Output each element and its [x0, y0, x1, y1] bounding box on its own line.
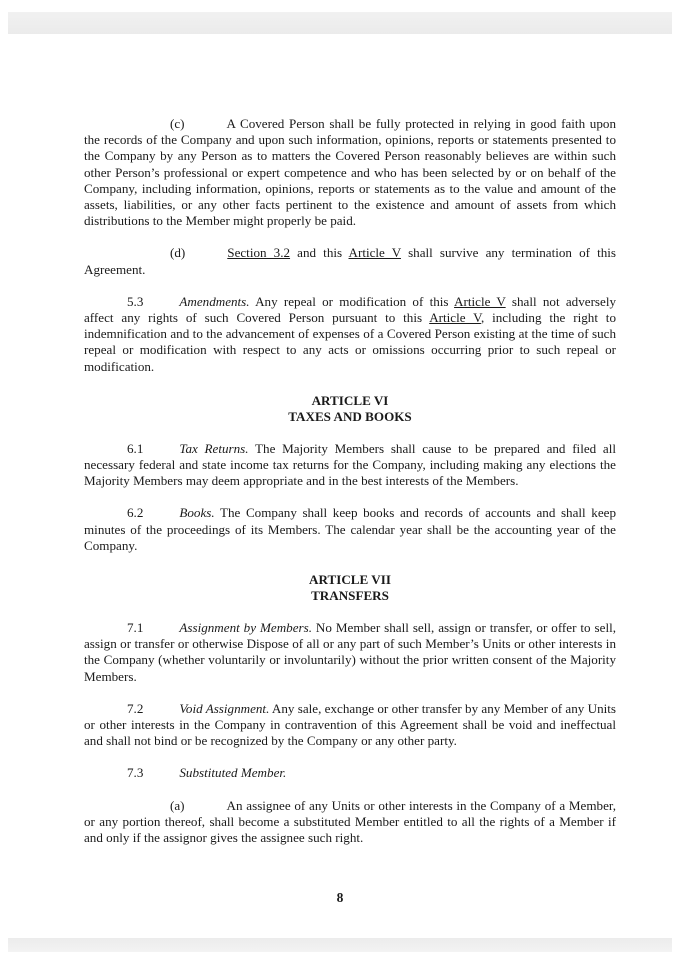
document-page — [84, 116, 616, 846]
article-title: TRANSFERS — [311, 588, 389, 604]
section-number: 5.3 — [127, 293, 144, 309]
section-reference: Section 3.2 — [227, 245, 291, 261]
article-number: ARTICLE VI — [311, 392, 389, 408]
article-reference: Article V — [454, 293, 506, 309]
section-title: Tax Returns. — [179, 440, 249, 456]
clause-text: A Covered Person shall be fully protected in relying in good faith upon the records of the Company and upon such information, opinions, reports or statements presented to the Company by any Person as to matters the Covered Person reasonably believes are within such other Person’s professional or expert competence and who has been selected by or on behalf of the Company, including information, opinions, reports or statements as to the value and amount of the assets, liabilities, or any other facts pertinent to the existence and amount of assets from which distributions to the Member might properly be paid. — [84, 116, 616, 229]
paragraph-5-2-d: (d) Section 3.2 and this Article V shall survive any termination of this Agreement. — [84, 245, 617, 277]
section-5-3: 5.3 Amendments. Any repeal or modification of this Article V shall not adversely affect any rights of such Covered Person pursuant to this Article V, including the right to indemnification and to the advancement of expenses of a Covered Person existing at the time of such repeal or modification with respect to any acts or omissions occurring prior to such repeal or modification. — [84, 293, 617, 374]
section-7-1: 7.1 Assignment by Members. No Member shall sell, assign or transfer, or offer to sell, assign or transfer or otherwise Dispose of all or any part of such Member’s Units or other interests in the Company (whether voluntarily or involuntarily) without the prior written consent of the Majority Members. — [84, 620, 616, 684]
scan-edge-bottom — [8, 938, 672, 952]
article-reference: Article V — [429, 310, 481, 326]
article-vi-heading — [84, 393, 616, 425]
section-title: Substituted Member. — [179, 765, 287, 781]
section-number: 7.2 — [127, 700, 144, 716]
section-7-3 — [84, 765, 616, 781]
scan-edge-top — [8, 12, 672, 34]
clause-label: (c) — [170, 116, 185, 131]
article-title: TAXES AND BOOKS — [288, 408, 412, 424]
section-7-2: 7.2 Void Assignment. Any sale, exchange or other transfer by any Member of any Units or other interests in the Company in contravention of this Agreement shall be void and ineffectual and shall not bind or be recognized by the Company or any other party. — [84, 700, 617, 749]
clause-text: An assignee of any Units or other interests in the Company of a Member, or any portion thereof, shall become a substituted Member entitled to all the rights of a Member if and only if the assignor gives the assignee such right. — [84, 797, 616, 846]
article-number: ARTICLE VII — [309, 572, 391, 588]
section-number: 6.1 — [127, 440, 144, 456]
section-number: 7.1 — [127, 620, 144, 636]
article-reference: Article V — [348, 245, 401, 261]
section-number: 7.3 — [127, 765, 144, 781]
section-title: Amendments. — [179, 293, 250, 309]
article-vii-heading — [84, 572, 616, 604]
section-number: 6.2 — [127, 505, 144, 521]
clause-label: (a) — [170, 797, 185, 813]
section-title: Assignment by Members. — [179, 620, 312, 636]
section-title: Void Assignment. — [179, 700, 270, 716]
section-title: Books. — [179, 505, 215, 521]
section-6-2: 6.2 Books. The Company shall keep books and records of accounts and shall keep minutes of the proceedings of its Members. The calendar year shall be the accounting year of the Company. — [84, 505, 616, 553]
section-6-1: 6.1 Tax Returns. The Majority Members shall cause to be prepared and filed all necessary federal and state income tax returns for the Company, including making any elections the Majority Members may deem appropriate and in the best interests of the Members. — [84, 440, 616, 489]
paragraph-5-2-c — [84, 116, 616, 229]
page-number: 8 — [336, 890, 344, 905]
clause-label: (d) — [170, 245, 186, 261]
paragraph-7-3-a — [84, 798, 616, 847]
